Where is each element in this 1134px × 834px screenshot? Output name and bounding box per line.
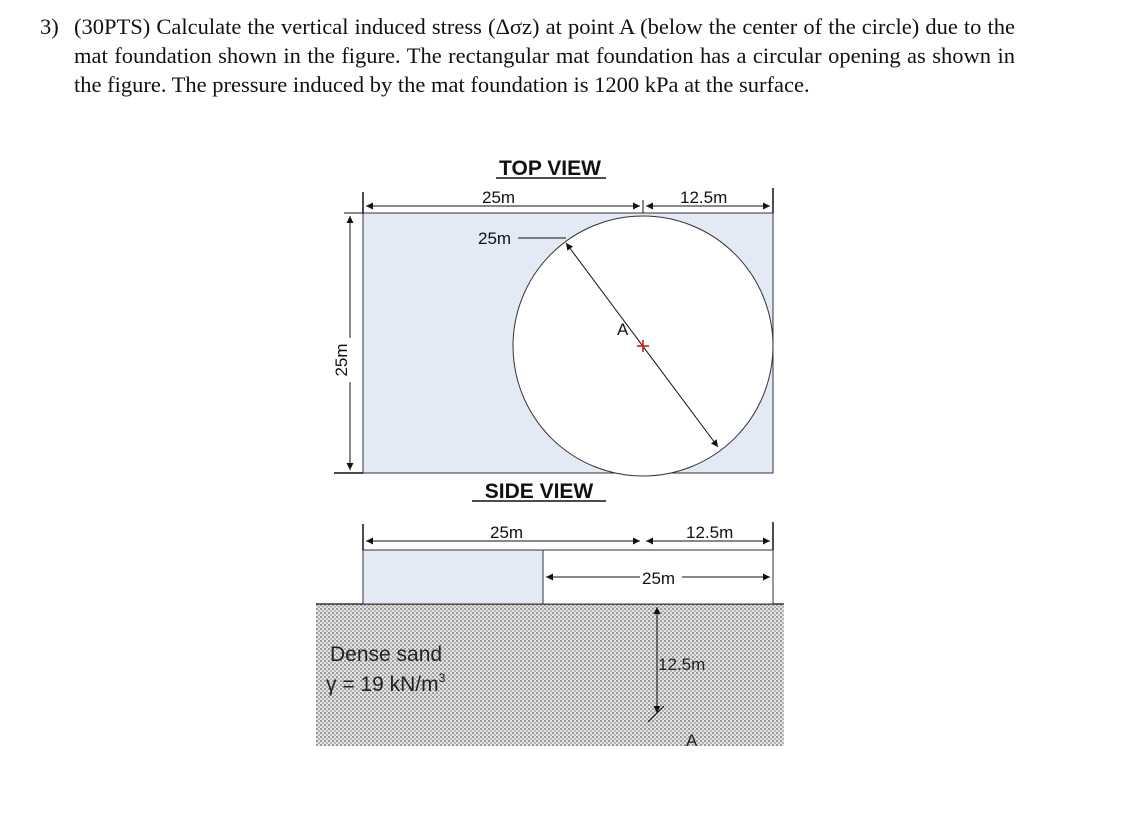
height-label: 25m xyxy=(332,343,351,377)
side-point-a-label: A xyxy=(686,731,698,750)
soil-unit-weight-text: γ = 19 kN/m xyxy=(326,673,439,696)
soil-unit-weight-label xyxy=(326,671,446,696)
side-opening-label: 25m xyxy=(642,569,676,588)
top-point-a-label: A xyxy=(617,320,629,339)
soil-unit-weight-exponent: 3 xyxy=(438,671,446,685)
side-dim-12-5m: 12.5m xyxy=(686,523,734,542)
depth-label: 12.5m xyxy=(658,655,706,674)
top-dim-25m: 25m xyxy=(482,188,516,207)
top-view-title: TOP VIEW xyxy=(499,157,601,180)
question-body: (30PTS) Calculate the vertical induced stress (Δσz) at point A (below the center of the circle) due to the mat foundation shown in the figure. The rectangular mat foundation has a circular opening as shown in the figure. The pressure induced by the mat foundation is 1200 kPa at the surface. xyxy=(74,14,1015,97)
diameter-label: 25m xyxy=(478,229,512,248)
side-dim-25m: 25m xyxy=(490,523,524,542)
top-dim-12-5m: 12.5m xyxy=(680,188,728,207)
question-number: 3) xyxy=(40,14,59,39)
mat-foundation-section xyxy=(363,550,543,604)
soil-name-label: Dense sand xyxy=(330,643,443,666)
side-view-title: SIDE VIEW xyxy=(484,480,594,503)
